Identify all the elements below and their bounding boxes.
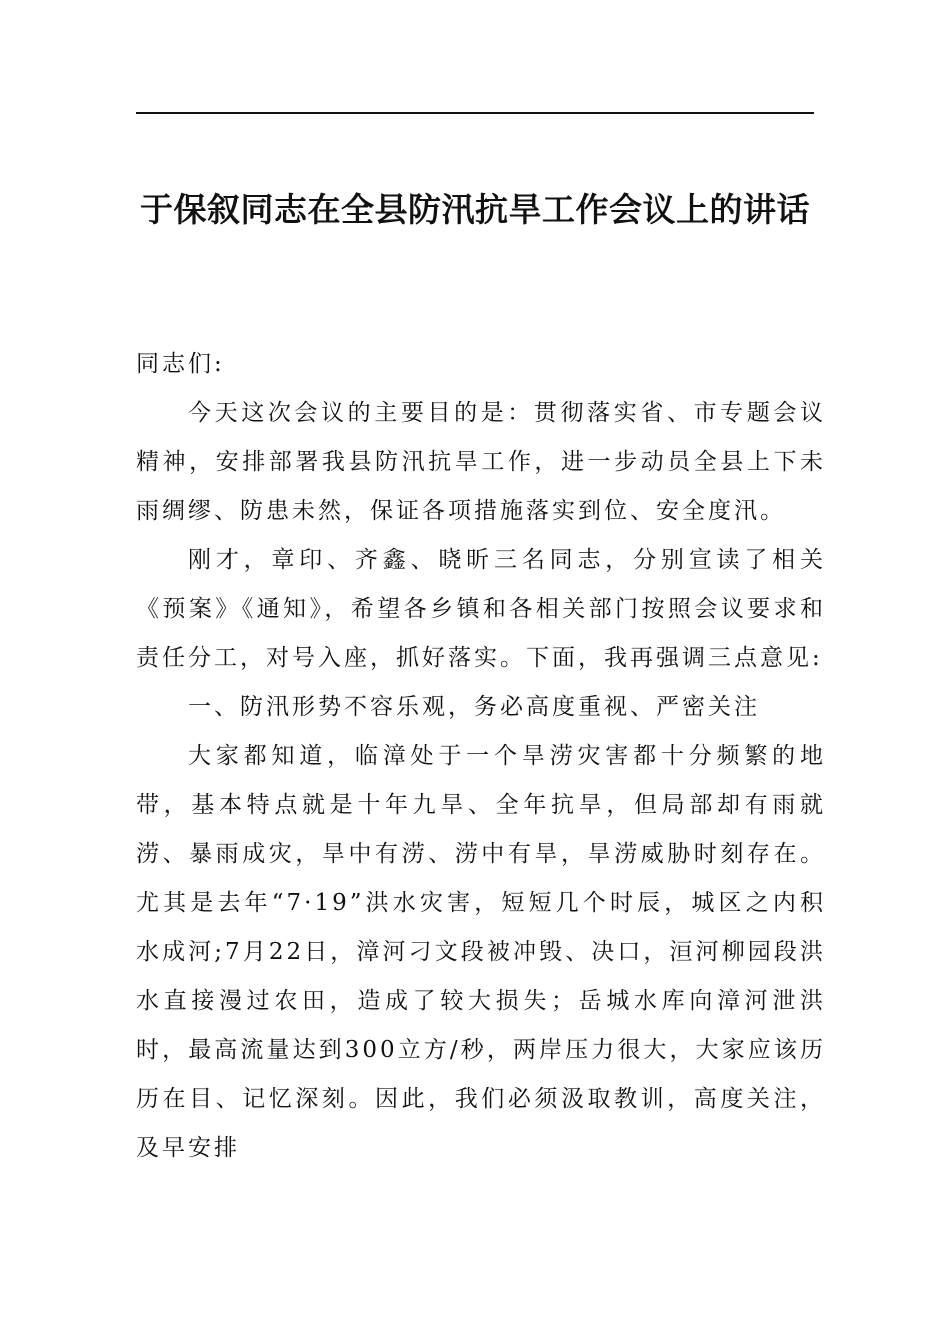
salutation: 同志们: — [136, 351, 225, 377]
section-heading-1: 一、防汛形势不容乐观，务必高度重视、严密关注 — [188, 694, 760, 720]
document-title: 于保叙同志在全县防汛抗旱工作会议上的讲话 — [140, 190, 810, 229]
paragraph-intro: 刚才，章印、齐鑫、晓昕三名同志，分别宣读了相关《预案》《通知》，希望各乡镇和各相关部门按照会议要求和责任分工，对号入座，抓好落实。下面，我再强调三点意见: — [136, 547, 826, 671]
header-rule — [136, 112, 814, 114]
paragraph-situation: 大家都知道，临漳处于一个旱涝灾害都十分频繁的地带，基本特点就是十年九旱、全年抗旱，但局部却有雨就涝、暴雨成灾，旱中有涝、涝中有旱，旱涝威胁时刻存在。尤其是去年“7·19”洪水灾害，短短几个时辰，城区之内积水成河;7月22日，漳河刁文段被冲毁、决口，洹河柳园段洪水直接漫过农田，造成了较大损失；岳城水库向漳河泄洪时，最高流量达到300立方/秒，两岸压力很大，大家应该历历在目、记忆深刻。因此，我们必须汲取教训，高度关注，及早安排 — [136, 743, 826, 1161]
document-body — [136, 340, 826, 1173]
paragraph-purpose: 今天这次会议的主要目的是：贯彻落实省、市专题会议精神，安排部署我县防汛抗旱工作，进一步动员全县上下未雨绸缪、防患未然，保证各项措施落实到位、安全度汛。 — [136, 400, 826, 524]
